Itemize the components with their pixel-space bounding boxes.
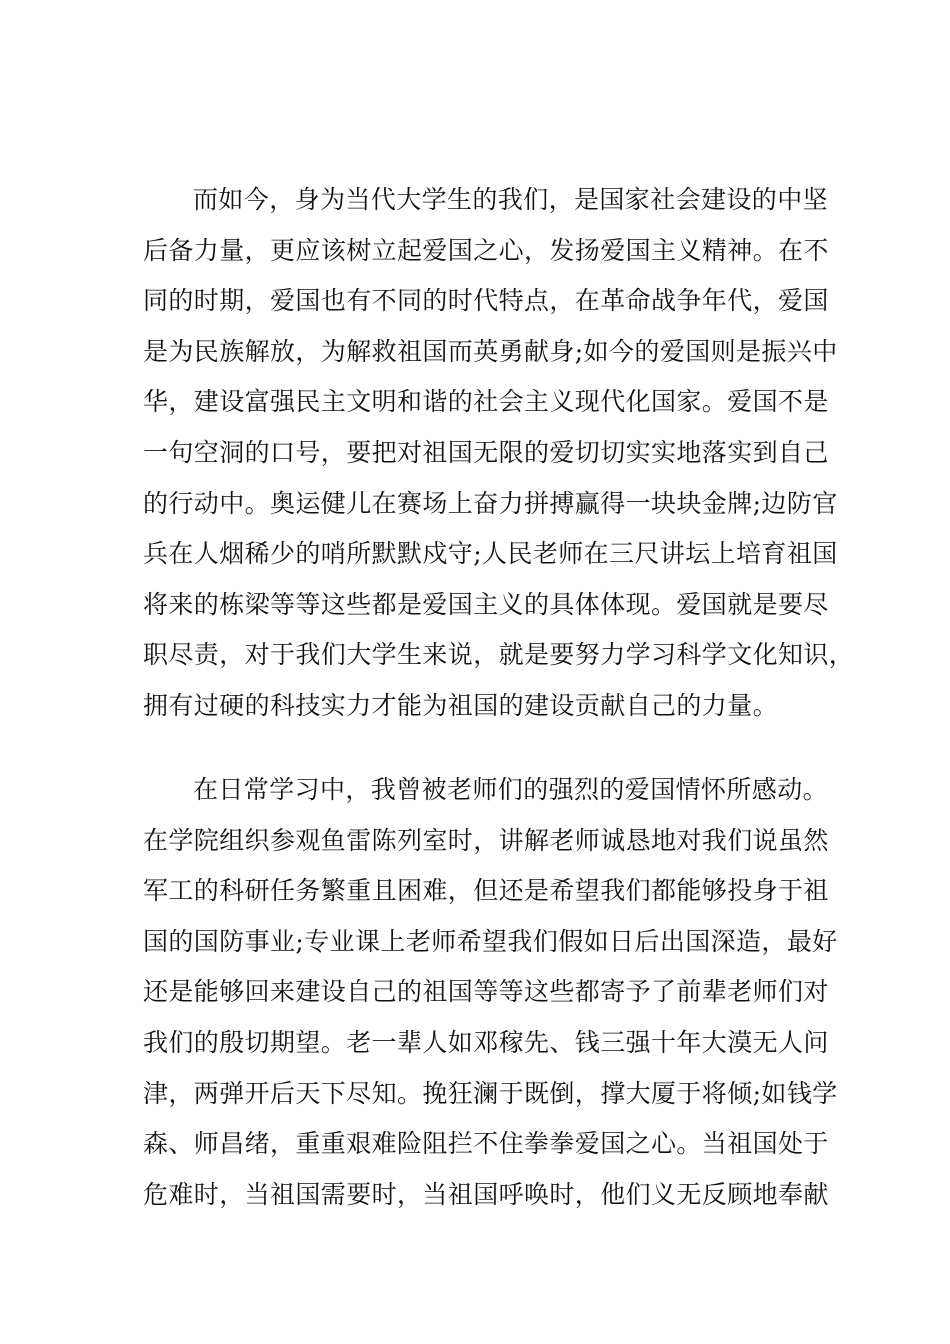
paragraph-2 — [143, 765, 838, 1220]
paragraph-line: 同的时期，爱国也有不同的时代特点，在革命战争年代，爱国 — [143, 286, 829, 316]
paragraph-line: 一句空洞的口号，要把对祖国无限的爱切切实实地落实到自己 — [143, 437, 829, 467]
paragraph-line: 危难时，当祖国需要时，当祖国呼唤时，他们义无反顾地奉献 — [143, 1179, 829, 1209]
paragraph-line: 在日常学习中，我曾被老师们的强烈的爱国情怀所感动。 — [193, 775, 829, 804]
paragraph-line: 拥有过硬的科技实力才能为祖国的建设贡献自己的力量。 — [143, 690, 779, 720]
paragraph-line: 森、师昌绪，重重艰难险阻拦不住拳拳爱国之心。当祖国处于 — [143, 1129, 829, 1159]
paragraph-line: 的行动中。奥运健儿在赛场上奋力拼搏赢得一块块金牌;边防官 — [143, 488, 838, 518]
paragraph-line: 津，两弹开后天下尽知。挽狂澜于既倒，撑大厦于将倾;如钱学 — [143, 1078, 838, 1108]
paragraph-line: 后备力量，更应该树立起爱国之心，发扬爱国主义精神。在不 — [143, 235, 829, 265]
paragraph-line: 国的国防事业;专业课上老师希望我们假如日后出国深造，最好 — [143, 926, 838, 956]
paragraph-line: 在学院组织参观鱼雷陈列室时，讲解老师诚恳地对我们说虽然 — [143, 825, 829, 855]
paragraph-line: 兵在人烟稀少的哨所默默戍守;人民老师在三尺讲坛上培育祖国 — [143, 539, 838, 569]
paragraph-line: 将来的栋梁等等这些都是爱国主义的具体体现。爱国就是要尽 — [143, 589, 829, 619]
paragraph-1 — [143, 175, 855, 732]
paragraph-line: 是为民族解放，为解救祖国而英勇献身;如今的爱国则是振兴中 — [143, 336, 838, 366]
paragraph-line: 华，建设富强民主文明和谐的社会主义现代化国家。爱国不是 — [143, 387, 829, 417]
paragraph-line: 我们的殷切期望。老一辈人如邓稼先、钱三强十年大漠无人问 — [143, 1027, 829, 1057]
paragraph-line: 军工的科研任务繁重且困难，但还是希望我们都能够投身于祖 — [143, 876, 829, 906]
paragraph-line: 职尽责，对于我们大学生来说，就是要努力学习科学文化知识， — [143, 640, 855, 670]
paragraph-line: 而如今，身为当代大学生的我们，是国家社会建设的中坚 — [193, 185, 829, 214]
paragraph-line: 还是能够回来建设自己的祖国等等这些都寄予了前辈老师们对 — [143, 977, 829, 1007]
